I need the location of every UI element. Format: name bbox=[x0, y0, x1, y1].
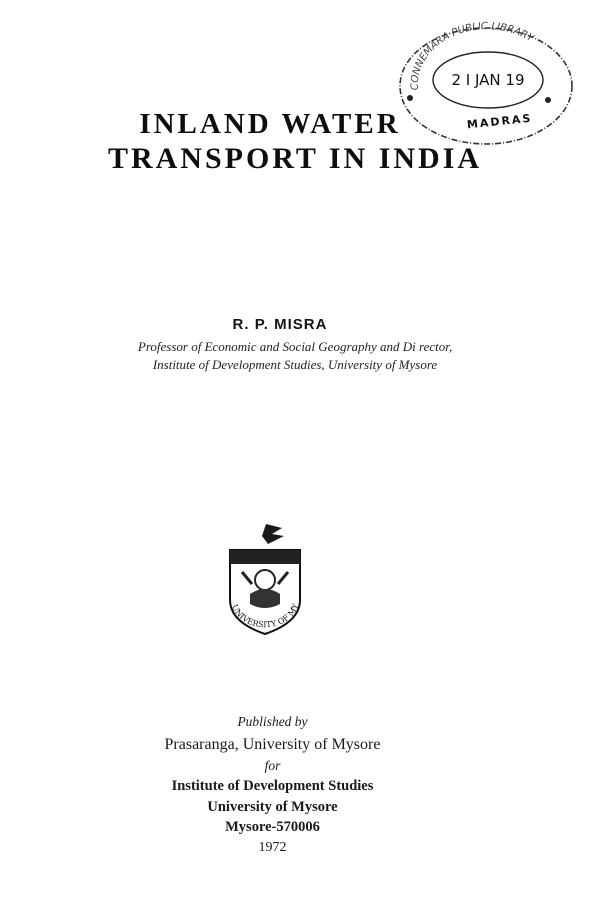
author-name: R. P. MISRA bbox=[232, 316, 328, 333]
stamp-arc-text: CONNEMARA PUBLIC LIBRARY bbox=[409, 21, 536, 91]
university-name: University of Mysore bbox=[207, 799, 338, 815]
university-emblem bbox=[222, 522, 308, 640]
author-affiliation-line-2: Institute of Development Studies, University of Mysore bbox=[152, 357, 438, 372]
published-by-label: Published by bbox=[237, 714, 308, 729]
emblem-ring-text: UNIVERSITY OF MY bbox=[229, 602, 301, 630]
book-title-line-1: INLAND WATER bbox=[139, 108, 401, 140]
publisher-city: Mysore-570006 bbox=[225, 819, 320, 835]
stamp-date: 2 I JAN 19 bbox=[451, 71, 525, 89]
emblem-graphic bbox=[222, 522, 308, 640]
publisher-name: Prasaranga, University of Mysore bbox=[164, 736, 381, 753]
author-affiliation-line-1: Professor of Economic and Social Geography and Di rector, bbox=[137, 339, 453, 354]
stamp-city: MADRAS bbox=[466, 111, 533, 132]
publication-year: 1972 bbox=[258, 840, 287, 855]
institute-name: Institute of Development Studies bbox=[171, 778, 374, 794]
for-label: for bbox=[264, 758, 281, 773]
book-title-line-2: TRANSPORT IN INDIA bbox=[107, 142, 483, 175]
